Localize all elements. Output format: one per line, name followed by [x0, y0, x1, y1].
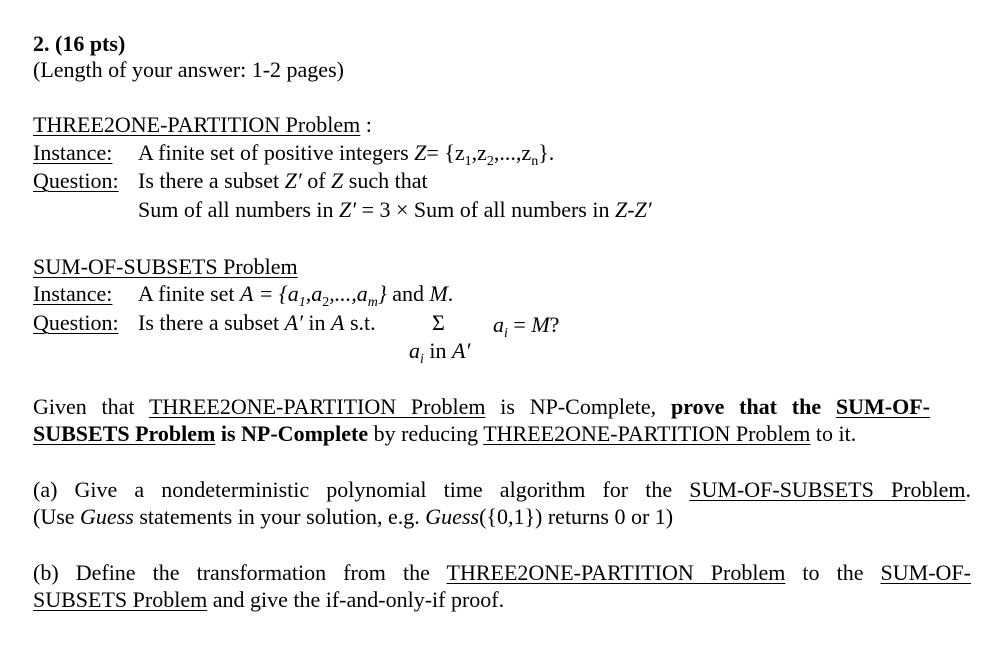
- given-paragraph-line1: Given that THREE2ONE-PARTITION Problem is NP-Complete, prove that the SUM-OF-: [33, 394, 930, 419]
- question-number: 2.: [33, 31, 50, 56]
- three2one-link: THREE2ONE-PARTITION Problem: [483, 421, 811, 446]
- sumsubsets-link: SUM-OF-: [835, 394, 930, 419]
- answer-length-note: (Length of your answer: 1-2 pages): [33, 57, 344, 82]
- sumsubsets-title: [33, 254, 298, 280]
- question-points: (16 pts): [55, 31, 126, 56]
- part-a-line1: (a) Give a nondeterministic polynomial time algorithm for the SUM-OF-SUBSETS Problem.: [33, 477, 972, 502]
- three2one-link: THREE2ONE-PARTITION Problem: [148, 394, 486, 419]
- sumsubsets-title-text: SUM-OF-SUBSETS Problem: [33, 254, 298, 279]
- summation-index: $a_i$ in A′: [409, 338, 471, 367]
- given-paragraph-line2: SUBSETS Problem is NP-Complete by reducing THREE2ONE-PARTITION Problem to it.: [33, 421, 857, 446]
- instance-label: Instance:: [33, 281, 113, 306]
- sumsubsets-link: SUM-OF-: [880, 560, 971, 585]
- three2one-title-text: THREE2ONE-PARTITION Problem: [33, 112, 361, 137]
- summation-sigma: Σ: [432, 310, 445, 335]
- sumsubsets-link: SUBSETS Problem: [33, 421, 216, 446]
- part-a-line2: (Use Guess statements in your solution, e.g. Guess({0,1}) returns 0 or 1): [33, 504, 674, 529]
- summation-term: $a_i = M$?: [493, 312, 560, 341]
- question-label: Question:: [33, 168, 119, 193]
- sumsubsets-link: SUM-OF-SUBSETS Problem: [689, 477, 966, 502]
- three2one-link: THREE2ONE-PARTITION Problem: [446, 560, 786, 585]
- sumsubsets-instance: Instance: A finite set $A = \{a_1,a_2,...,a_m\}$ and M.: [33, 281, 454, 310]
- question-label: Question:: [33, 310, 119, 335]
- three2one-title: THREE2ONE-PARTITION Problem :: [33, 112, 372, 137]
- three2one-instance: Instance: A finite set of positive integers $Z= \{z_1,z_2,...,z_n\}$.: [33, 140, 555, 169]
- sumsubsets-link: SUBSETS Problem: [33, 587, 208, 612]
- three2one-sum-condition: Sum of all numbers in Z′ = 3 × Sum of all numbers in Z-Z′: [138, 197, 652, 222]
- sumsubsets-question: Question: Is there a subset A′ in A s.t.: [33, 310, 376, 335]
- part-b-line1: (b) Define the transformation from the THREE2ONE-PARTITION Problem to the SUM-OF-: [33, 560, 971, 585]
- part-b-line2: SUBSETS Problem and give the if-and-only-if proof.: [33, 587, 505, 612]
- question-heading: [33, 31, 125, 57]
- three2one-question: Question: Is there a subset Z′ of Z such that: [33, 168, 428, 193]
- instance-label: Instance:: [33, 140, 113, 165]
